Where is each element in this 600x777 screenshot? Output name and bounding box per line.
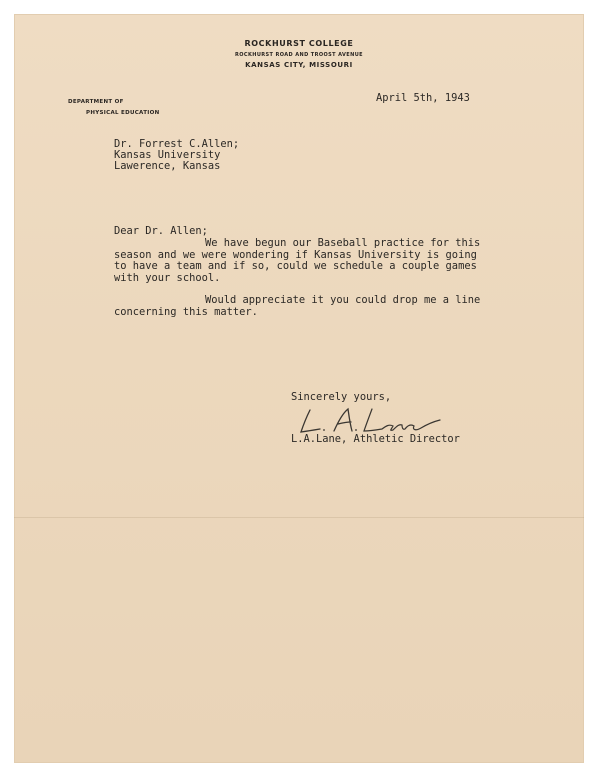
paragraph-1-line: We have begun our Baseball practice for this <box>205 237 481 249</box>
department-line-2: PHYSICAL EDUCATION <box>86 110 160 116</box>
letterhead-address: ROCKHURST ROAD AND TROOST AVENUE <box>235 52 363 58</box>
paragraph-1-line: season and we were wondering if Kansas University is going <box>114 249 477 261</box>
recipient-city: Lawerence, Kansas <box>114 160 221 172</box>
typed-signature: L.A.Lane, Athletic Director <box>291 433 460 445</box>
letter-page <box>14 14 584 763</box>
recipient-name: Dr. Forrest C.Allen; <box>114 138 240 150</box>
letter-date: April 5th, 1943 <box>376 92 470 104</box>
paragraph-1-line: with your school. <box>114 272 221 284</box>
salutation: Dear Dr. Allen; <box>114 225 208 237</box>
letterhead-college: ROCKHURST COLLEGE <box>244 39 354 48</box>
letterhead-city: KANSAS CITY, MISSOURI <box>245 61 353 69</box>
closing: Sincerely yours, <box>291 391 392 403</box>
recipient-institution: Kansas University <box>114 149 221 161</box>
paragraph-2-line: Would appreciate it you could drop me a line <box>205 294 481 306</box>
department-line-1: DEPARTMENT OF <box>68 99 124 105</box>
paragraph-1-line: to have a team and if so, could we schedule a couple games <box>114 260 477 272</box>
paper-fold <box>14 517 584 518</box>
paragraph-2-line: concerning this matter. <box>114 306 258 318</box>
